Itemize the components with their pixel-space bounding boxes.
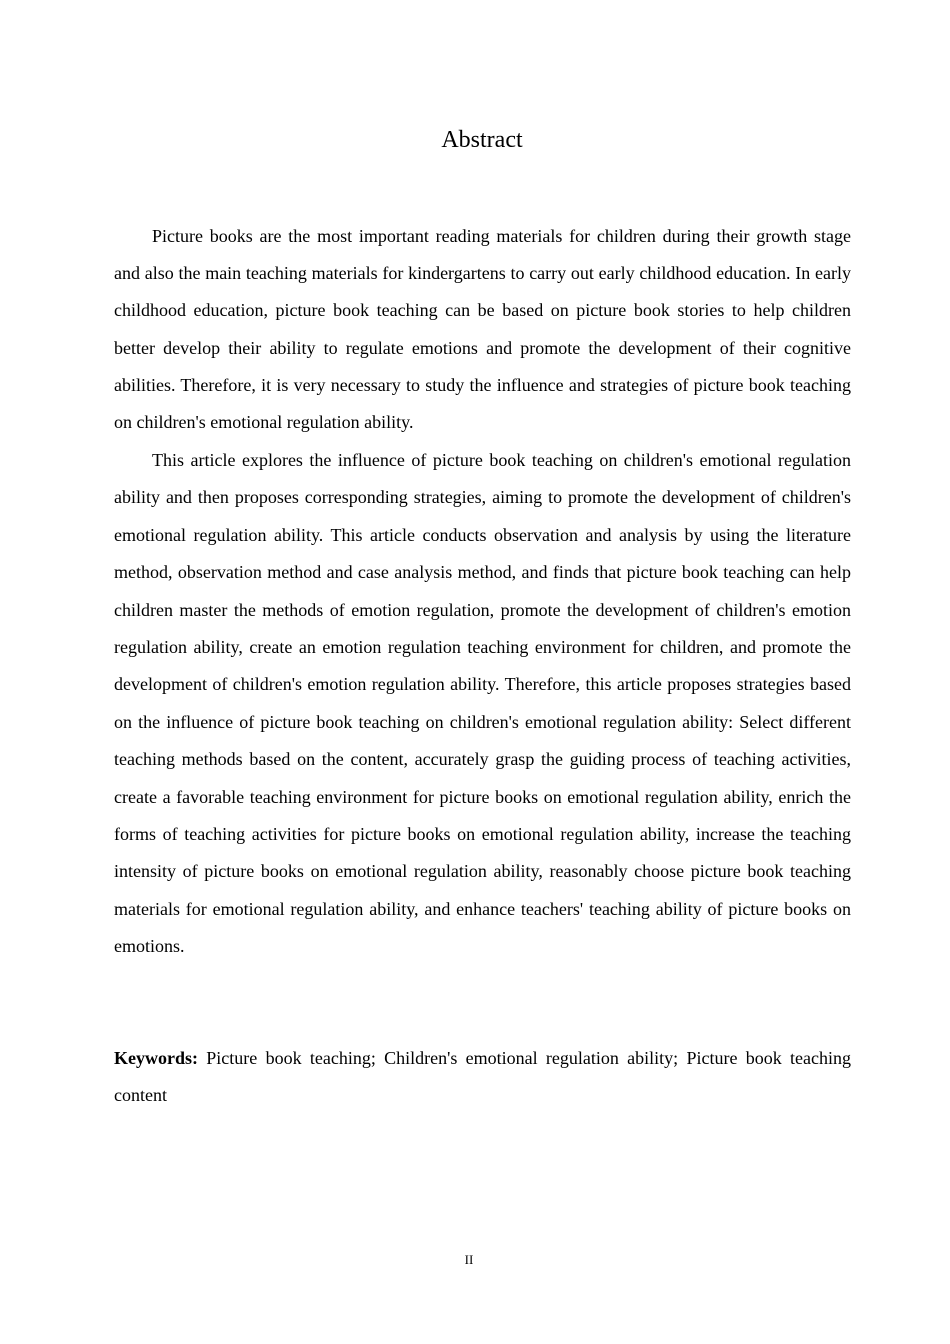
- page-number: II: [464, 1252, 474, 1267]
- keywords-label: Keywords:: [114, 1048, 198, 1068]
- page-title: Abstract: [441, 127, 523, 153]
- keywords-text: Picture book teaching; Children's emotional regulation ability; Picture book teaching content: [114, 1048, 852, 1105]
- keywords-line: [114, 1040, 851, 1113]
- abstract-paragraph-1: Picture books are the most important reading materials for children during their growth stage and also the main teaching materials for kindergartens to carry out early childhood education. In early childhood education, picture book teaching can be based on picture book stories to help children better develop their ability to regulate emotions and promote the development of their cognitive abilities. Therefore, it is very necessary to study the influence and strategies of picture book teaching on children's emotional regulation ability.: [114, 226, 851, 433]
- abstract-paragraph-2: This article explores the influence of picture book teaching on children's emotional regulation ability and then proposes corresponding strategies, aiming to promote the development of children's emotional regulation ability. This article conducts observation and analysis by using the literature method, observation method and case analysis method, and finds that picture book teaching can help children master the methods of emotion regulation, promote the development of children's emotion regulation ability, create an emotion regulation teaching environment for children, and promote the development of children's emotion regulation ability. Therefore, this article proposes strategies based on the influence of picture book teaching on children's emotional regulation ability: Select different teaching methods based on the content, accurately grasp the guiding process of teaching activities, create a favorable teaching environment for picture books on emotional regulation ability, enrich the forms of teaching activities for picture books on emotional regulation ability, increase the teaching intensity of picture books on emotional regulation ability, reasonably choose picture book teaching materials for emotional regulation ability, and enhance teachers' teaching ability of picture books on emotions.: [114, 450, 851, 957]
